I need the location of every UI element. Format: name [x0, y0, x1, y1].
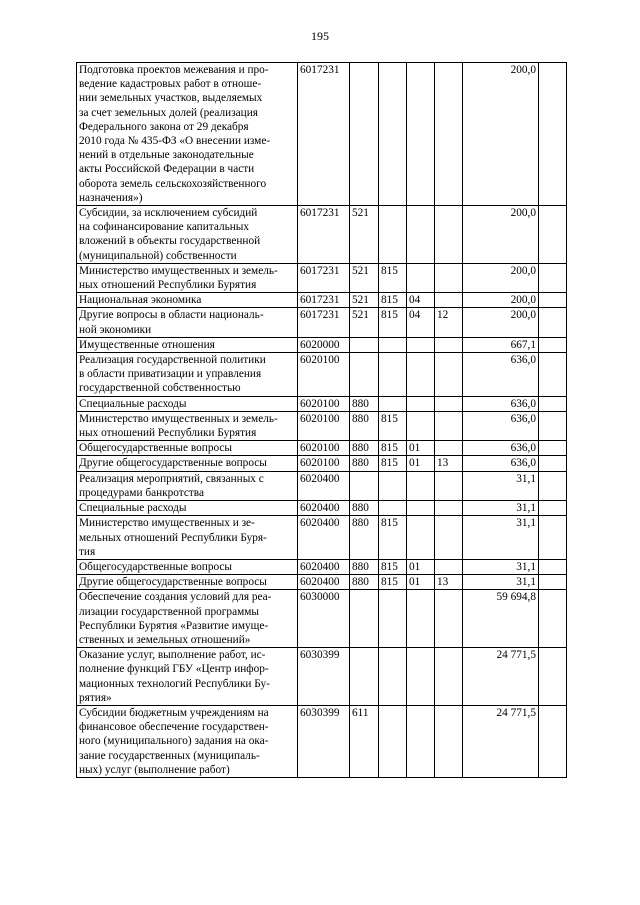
table-row — [77, 590, 567, 648]
expense-type-cell: 880 — [350, 456, 379, 471]
table-row — [77, 559, 567, 574]
ministry-code-cell — [379, 63, 407, 206]
section-code-cell: 04 — [407, 293, 435, 308]
amount-cell: 24 771,5 — [463, 705, 539, 777]
item-name-line: процедурами банкротства — [79, 486, 204, 499]
ministry-code-cell: 815 — [379, 308, 407, 337]
ministry-code-cell: 815 — [379, 559, 407, 574]
subsection-code-cell — [435, 206, 463, 264]
item-name-line: Реализация мероприятий, связанных с — [79, 472, 264, 485]
target-article-code-cell: 6020100 — [298, 441, 350, 456]
target-article-code-cell: 6020400 — [298, 471, 350, 500]
item-name-line: нии земельных участков, выделяемых — [79, 92, 263, 105]
item-name-line: Республики Бурятия «Развитие имуще- — [79, 619, 269, 632]
subsection-code-cell — [435, 353, 463, 397]
target-article-code-cell: 6017231 — [298, 308, 350, 337]
item-name-line: Субсидии, за исключением субсидий — [79, 207, 258, 220]
empty-cell — [539, 516, 567, 560]
expense-type-cell: 880 — [350, 575, 379, 590]
item-name-cell — [77, 441, 298, 456]
target-article-code-cell: 6020100 — [298, 353, 350, 397]
expense-type-cell: 880 — [350, 516, 379, 560]
table-row — [77, 516, 567, 560]
item-name-line: Подготовка проектов межевания и про- — [79, 64, 269, 76]
item-name-line: Другие общегосударственные вопросы — [79, 576, 267, 589]
table-row — [77, 293, 567, 308]
amount-cell: 636,0 — [463, 353, 539, 397]
table-row — [77, 411, 567, 440]
item-name-cell — [77, 590, 298, 648]
target-article-code-cell: 6020400 — [298, 516, 350, 560]
amount-cell: 636,0 — [463, 456, 539, 471]
subsection-code-cell — [435, 590, 463, 648]
item-name-line: ственных и земельных отношений» — [79, 633, 251, 646]
expense-type-cell — [350, 353, 379, 397]
ministry-code-cell — [379, 396, 407, 411]
item-name-line: Специальные расходы — [79, 397, 187, 410]
subsection-code-cell — [435, 63, 463, 206]
section-code-cell — [407, 337, 435, 352]
item-name-cell — [77, 456, 298, 471]
section-code-cell — [407, 206, 435, 264]
subsection-code-cell — [435, 471, 463, 500]
subsection-code-cell — [435, 516, 463, 560]
item-name-line: ной экономики — [79, 323, 152, 336]
item-name-line: оборота земель сельскохозяйственного — [79, 177, 267, 190]
item-name-line: Другие общегосударственные вопросы — [79, 457, 267, 470]
item-name-cell — [77, 411, 298, 440]
item-name-line: тия — [79, 545, 96, 558]
subsection-code-cell: 12 — [435, 308, 463, 337]
target-article-code-cell: 6017231 — [298, 63, 350, 206]
target-article-code-cell: 6020400 — [298, 559, 350, 574]
item-name-line: мельных отношений Республики Буря- — [79, 531, 267, 544]
section-code-cell — [407, 501, 435, 516]
empty-cell — [539, 396, 567, 411]
subsection-code-cell — [435, 648, 463, 706]
subsection-code-cell — [435, 337, 463, 352]
section-code-cell: 04 — [407, 308, 435, 337]
section-code-cell: 01 — [407, 575, 435, 590]
empty-cell — [539, 293, 567, 308]
expense-type-cell: 880 — [350, 396, 379, 411]
empty-cell — [539, 575, 567, 590]
item-name-line: зание государственных (муниципаль- — [79, 749, 260, 762]
table-row — [77, 456, 567, 471]
expense-type-cell: 521 — [350, 308, 379, 337]
item-name-line: за счет земельных долей (реализация — [79, 106, 258, 119]
amount-cell: 59 694,8 — [463, 590, 539, 648]
table-row — [77, 471, 567, 500]
item-name-line: рятия» — [79, 691, 112, 704]
item-name-line: Федерального закона от 29 декабря — [79, 120, 249, 133]
item-name-line: Общегосударственные вопросы — [79, 442, 232, 455]
table-row — [77, 263, 567, 292]
amount-cell: 200,0 — [463, 63, 539, 206]
section-code-cell: 01 — [407, 456, 435, 471]
target-article-code-cell: 6017231 — [298, 263, 350, 292]
empty-cell — [539, 441, 567, 456]
table-row — [77, 648, 567, 706]
item-name-line: назначения») — [79, 191, 143, 204]
amount-cell: 636,0 — [463, 441, 539, 456]
subsection-code-cell: 13 — [435, 575, 463, 590]
section-code-cell — [407, 63, 435, 206]
table-row — [77, 501, 567, 516]
amount-cell: 31,1 — [463, 471, 539, 500]
amount-cell: 200,0 — [463, 293, 539, 308]
section-code-cell — [407, 263, 435, 292]
expense-type-cell: 880 — [350, 501, 379, 516]
ministry-code-cell — [379, 501, 407, 516]
ministry-code-cell: 815 — [379, 263, 407, 292]
item-name-line: на софинансирование капитальных — [79, 221, 250, 234]
table-row — [77, 206, 567, 264]
amount-cell: 24 771,5 — [463, 648, 539, 706]
ministry-code-cell: 815 — [379, 411, 407, 440]
ministry-code-cell — [379, 648, 407, 706]
item-name-line: Имущественные отношения — [79, 338, 215, 351]
item-name-line: Министерство имущественных и земель- — [79, 264, 278, 277]
target-article-code-cell: 6020100 — [298, 411, 350, 440]
subsection-code-cell — [435, 411, 463, 440]
target-article-code-cell: 6020100 — [298, 456, 350, 471]
amount-cell: 31,1 — [463, 501, 539, 516]
item-name-cell — [77, 263, 298, 292]
item-name-line: Министерство имущественных и земель- — [79, 412, 278, 425]
subsection-code-cell — [435, 441, 463, 456]
target-article-code-cell: 6030399 — [298, 648, 350, 706]
subsection-code-cell: 13 — [435, 456, 463, 471]
empty-cell — [539, 705, 567, 777]
amount-cell: 31,1 — [463, 575, 539, 590]
target-article-code-cell: 6030399 — [298, 705, 350, 777]
ministry-code-cell — [379, 353, 407, 397]
expense-type-cell: 611 — [350, 705, 379, 777]
table-row — [77, 337, 567, 352]
empty-cell — [539, 471, 567, 500]
target-article-code-cell: 6020400 — [298, 575, 350, 590]
item-name-line: ного (муниципального) задания на ока- — [79, 735, 269, 748]
ministry-code-cell — [379, 590, 407, 648]
item-name-line: Другие вопросы в области националь- — [79, 309, 264, 322]
item-name-cell — [77, 559, 298, 574]
amount-cell: 636,0 — [463, 396, 539, 411]
item-name-line: ведение кадастровых работ в отноше- — [79, 78, 262, 91]
ministry-code-cell: 815 — [379, 575, 407, 590]
ministry-code-cell: 815 — [379, 516, 407, 560]
subsection-code-cell — [435, 293, 463, 308]
target-article-code-cell: 6020100 — [298, 396, 350, 411]
empty-cell — [539, 353, 567, 397]
item-name-line: государственной собственностью — [79, 382, 241, 395]
empty-cell — [539, 648, 567, 706]
item-name-cell — [77, 396, 298, 411]
section-code-cell — [407, 396, 435, 411]
table-row — [77, 575, 567, 590]
empty-cell — [539, 559, 567, 574]
expense-type-cell: 521 — [350, 293, 379, 308]
table-body — [77, 63, 567, 778]
expense-type-cell — [350, 648, 379, 706]
amount-cell: 200,0 — [463, 206, 539, 264]
item-name-line: 2010 года № 435-ФЗ «О внесении изме- — [79, 135, 271, 148]
empty-cell — [539, 337, 567, 352]
ministry-code-cell — [379, 471, 407, 500]
target-article-code-cell: 6030000 — [298, 590, 350, 648]
item-name-line: Оказание услуг, выполнение работ, ис- — [79, 649, 266, 662]
amount-cell: 31,1 — [463, 559, 539, 574]
section-code-cell — [407, 516, 435, 560]
subsection-code-cell — [435, 705, 463, 777]
section-code-cell: 01 — [407, 559, 435, 574]
item-name-line: ных) услуг (выполнение работ) — [79, 763, 230, 776]
ministry-code-cell: 815 — [379, 456, 407, 471]
amount-cell: 200,0 — [463, 263, 539, 292]
expense-type-cell: 880 — [350, 411, 379, 440]
item-name-cell — [77, 293, 298, 308]
item-name-cell — [77, 501, 298, 516]
expense-type-cell — [350, 337, 379, 352]
table-row — [77, 353, 567, 397]
section-code-cell — [407, 648, 435, 706]
table-row — [77, 63, 567, 206]
expense-type-cell — [350, 471, 379, 500]
subsection-code-cell — [435, 263, 463, 292]
table-row — [77, 441, 567, 456]
item-name-line: (муниципальной) собственности — [79, 249, 237, 262]
item-name-line: Реализация государственной политики — [79, 354, 266, 367]
item-name-cell — [77, 471, 298, 500]
item-name-line: Министерство имущественных и зе- — [79, 517, 255, 530]
budget-table — [76, 62, 567, 778]
item-name-line: вложений в объекты государственной — [79, 235, 261, 248]
ministry-code-cell — [379, 337, 407, 352]
section-code-cell — [407, 411, 435, 440]
empty-cell — [539, 411, 567, 440]
expense-type-cell — [350, 63, 379, 206]
expense-type-cell: 521 — [350, 263, 379, 292]
item-name-cell — [77, 648, 298, 706]
item-name-cell — [77, 575, 298, 590]
item-name-line: нений в отдельные законодательные — [79, 149, 254, 162]
section-code-cell — [407, 590, 435, 648]
item-name-cell — [77, 337, 298, 352]
ministry-code-cell: 815 — [379, 441, 407, 456]
section-code-cell — [407, 353, 435, 397]
item-name-line: Общегосударственные вопросы — [79, 560, 232, 573]
expense-type-cell: 880 — [350, 441, 379, 456]
table-row — [77, 396, 567, 411]
item-name-cell — [77, 516, 298, 560]
expense-type-cell: 521 — [350, 206, 379, 264]
item-name-line: ных отношений Республики Бурятия — [79, 279, 257, 292]
section-code-cell: 01 — [407, 441, 435, 456]
section-code-cell — [407, 471, 435, 500]
item-name-cell — [77, 206, 298, 264]
item-name-line: лизации государственной программы — [79, 605, 259, 618]
target-article-code-cell: 6017231 — [298, 293, 350, 308]
item-name-line: акты Российской Федерации в части — [79, 163, 255, 176]
item-name-line: Обеспечение создания условий для реа- — [79, 591, 272, 604]
expense-type-cell: 880 — [350, 559, 379, 574]
table-row — [77, 308, 567, 337]
table-row — [77, 705, 567, 777]
amount-cell: 200,0 — [463, 308, 539, 337]
item-name-line: Специальные расходы — [79, 502, 187, 515]
empty-cell — [539, 308, 567, 337]
item-name-line: полнение функций ГБУ «Центр инфор- — [79, 663, 269, 676]
item-name-line: Субсидии бюджетным учреждениям на — [79, 706, 269, 719]
item-name-line: Национальная экономика — [79, 294, 202, 307]
target-article-code-cell: 6020400 — [298, 501, 350, 516]
empty-cell — [539, 206, 567, 264]
ministry-code-cell — [379, 705, 407, 777]
item-name-cell — [77, 353, 298, 397]
empty-cell — [539, 263, 567, 292]
expense-type-cell — [350, 590, 379, 648]
section-code-cell — [407, 705, 435, 777]
target-article-code-cell: 6020000 — [298, 337, 350, 352]
empty-cell — [539, 63, 567, 206]
empty-cell — [539, 456, 567, 471]
item-name-line: в области приватизации и управления — [79, 368, 262, 381]
subsection-code-cell — [435, 501, 463, 516]
subsection-code-cell — [435, 396, 463, 411]
subsection-code-cell — [435, 559, 463, 574]
ministry-code-cell — [379, 206, 407, 264]
amount-cell: 667,1 — [463, 337, 539, 352]
item-name-cell — [77, 63, 298, 206]
item-name-line: финансовое обеспечение государствен- — [79, 721, 269, 734]
item-name-cell — [77, 705, 298, 777]
empty-cell — [539, 590, 567, 648]
item-name-line: ных отношений Республики Бурятия — [79, 427, 257, 440]
amount-cell: 31,1 — [463, 516, 539, 560]
empty-cell — [539, 501, 567, 516]
item-name-line: мационных технологий Республики Бу- — [79, 677, 270, 690]
page-number: 195 — [311, 29, 329, 43]
item-name-cell — [77, 308, 298, 337]
ministry-code-cell: 815 — [379, 293, 407, 308]
target-article-code-cell: 6017231 — [298, 206, 350, 264]
amount-cell: 636,0 — [463, 411, 539, 440]
